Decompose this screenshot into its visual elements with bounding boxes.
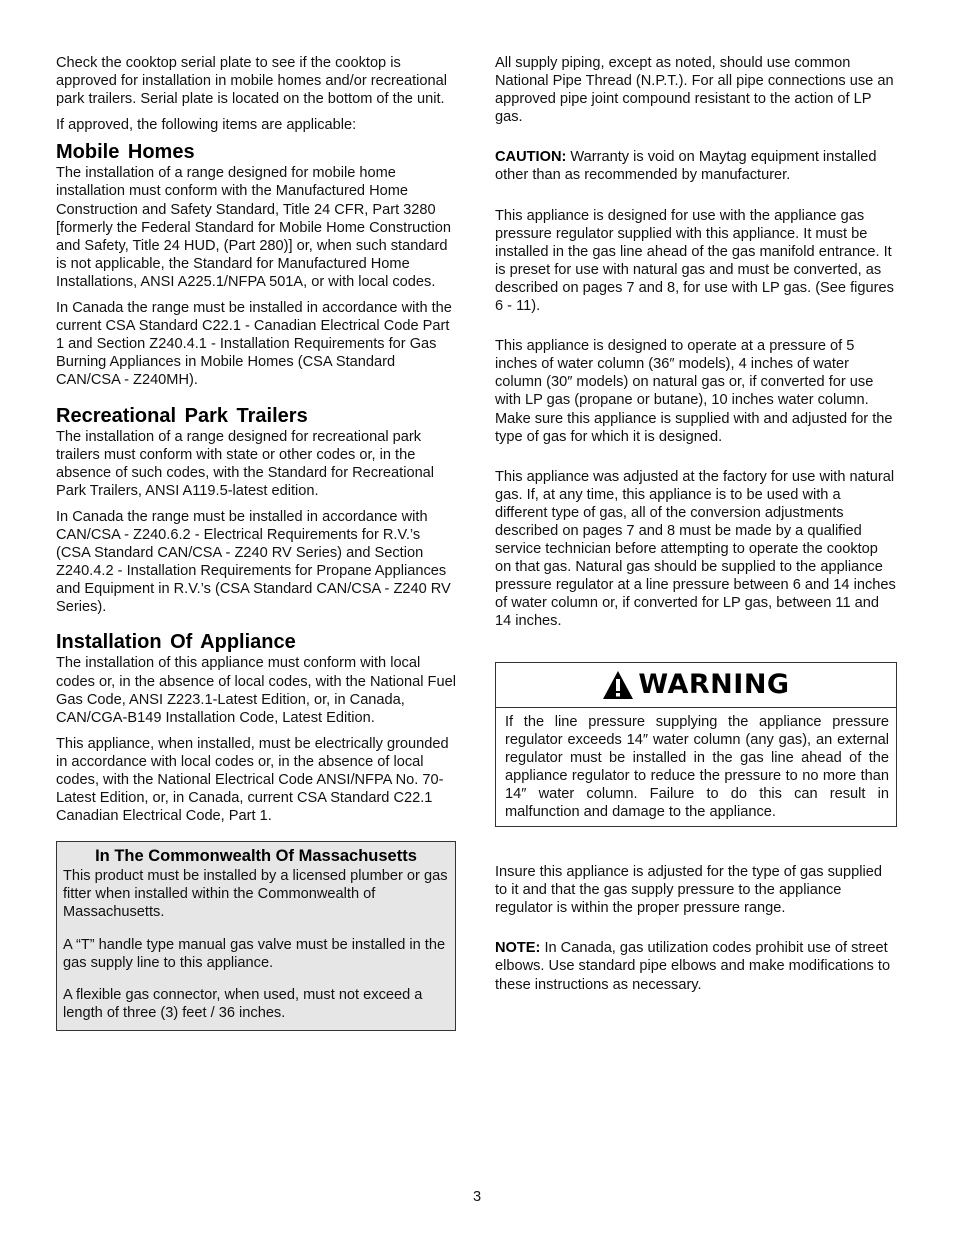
massachusetts-notice-box: [56, 841, 456, 1031]
massachusetts-paragraph-1: This product must be installed by a licensed plumber or gas fitter when installed within the Commonwealth of Massachusetts.: [63, 868, 448, 921]
massachusetts-paragraph-2: A “T” handle type manual gas valve must be installed in the gas supply line to this appliance.: [63, 936, 446, 971]
warning-triangle-icon: [602, 670, 634, 700]
mobile-homes-paragraph-2: In Canada the range must be installed in accordance with the current CSA Standard C22.1 - Canadian Electrical Code Part 1 and Section Z240.4.1 - Installation Requirements for Gas Burning Appliances in Mobile Homes (CSA Standard CAN/CSA - Z240MH).: [56, 300, 452, 389]
mobile-homes-paragraph-1: The installation of a range designed for mobile home installation must conform with the Manufactured Home Construction and Safety Standard, Title 24 CFR, Part 3280 [formerly the Federal Standard for Mobile Home Construction and Safety, Title 24 HUD, (Part 280)] or, when such standard is not applicable, the Standard for Manufactured Home Installations, ANSI A225.1/NFPA 501A, or with local codes.: [56, 165, 452, 290]
note-label: NOTE:: [495, 940, 541, 957]
mobile-homes-heading: Mobile Homes: [56, 141, 195, 164]
operating-pressure-paragraph: This appliance is designed to operate at a pressure of 5 inches of water column (36″ models), 4 inches of water column (30″ models) on natural gas or, if converted for use with LP gas (propane or butane), 10 inches water column. Make sure this appliance is supplied with and adjusted for the type of gas for which it is designed.: [495, 338, 893, 445]
recreational-trailers-paragraph-1: The installation of a range designed for recreational park trailers must conform with state or other codes or, in the absence of such codes, with the Standard for Recreational Park Trailers, ANSI A119.5-latest edition.: [56, 428, 435, 499]
caution-text: Warranty is void on Maytag equipment installed other than as recommended by manufacturer.: [495, 149, 877, 184]
caution-label: CAUTION:: [495, 149, 567, 166]
warning-body: If the line pressure supplying the appliance pressure regulator exceeds 14″ water column (any gas), an external regulator must be installed in the gas line ahead of the appliance regulator to reduce the pressure to no more than 14″ water column. Failure to do this can result in malfunction and damage to the appliance.: [505, 713, 889, 820]
right-column: [495, 54, 897, 994]
page-number: 3: [472, 1189, 482, 1205]
intro-paragraph: Check the cooktop serial plate to see if the cooktop is approved for installation in mobile homes and/or recreational park trailers. Serial plate is located on the bottom of the unit.: [56, 55, 448, 108]
installation-paragraph-2: This appliance, when installed, must be electrically grounded in accordance with local codes or, in the absence of local codes, with the National Electrical Code ANSI/NFPA No. 70-Latest Edition, or, in Canada, current CSA Standard C22.1 Canadian Electrical Code, Part 1.: [56, 735, 449, 825]
warning-header: [496, 663, 896, 708]
applicability-note: If approved, the following items are applicable:: [56, 117, 357, 134]
factory-adjustment-paragraph: This appliance was adjusted at the factory for use with natural gas. If, at any time, this appliance is to be used with a different type of gas, all of the conversion adjustments described on pages 7 and 8 must be made by a qualified service technician before attempting to operate the cooktop on that gas. Natural gas should be supplied to the appliance pressure regulator at a line pressure between 6 and 14 inches of water column or, if converted for LP gas, between 11 and 14 inches.: [495, 468, 896, 630]
left-column: [56, 54, 458, 1031]
caution-paragraph: [495, 148, 897, 184]
installation-paragraph-1: The installation of this appliance must conform with local codes or, in the absence of local codes, with the National Fuel Gas Code, ANSI Z223.1-Latest Edition, or, in Canada, CAN/CGA-B149 Installation Code, Latest Edition.: [56, 655, 456, 726]
warning-box: [495, 662, 897, 828]
note-text: In Canada, gas utilization codes prohibit use of street elbows. Use standard pipe elbows and make modifications to these instructions as necessary.: [495, 940, 891, 993]
regulator-paragraph: This appliance is designed for use with the appliance gas pressure regulator supplied with this appliance. It must be installed in the gas line ahead of the gas manifold entrance. It is preset for use with natural gas and must be converted, as described on pages 7 and 8, for use with LP gas. (See figures 6 - 11).: [495, 207, 894, 315]
warning-title: WARNING: [638, 668, 790, 700]
recreational-trailers-heading: Recreational Park Trailers: [56, 404, 308, 427]
installation-heading: Installation Of Appliance: [56, 631, 296, 654]
massachusetts-paragraph-3: A flexible gas connector, when used, must not exceed a length of three (3) feet / 36 inches.: [63, 986, 423, 1021]
gas-type-paragraph: Insure this appliance is adjusted for the type of gas supplied to it and that the gas supply pressure to the appliance regulator is within the proper pressure range.: [495, 864, 882, 917]
recreational-trailers-paragraph-2: In Canada the range must be installed in accordance with CAN/CSA - Z240.6.2 - Electrical Requirements for R.V.’s (CSA Standard CAN/CSA - Z240 RV Series) and Section Z240.4.2 - Installation Requirements for Propane Appliances and Equipment in R.V.’s (CSA Standard CAN/CSA - Z240 RV Series).: [56, 508, 451, 616]
massachusetts-notice-title: In The Commonwealth Of Massachusetts: [95, 847, 417, 866]
note-paragraph: [495, 939, 897, 993]
supply-piping-paragraph: All supply piping, except as noted, should use common National Pipe Thread (N.P.T.). For all pipe connections use an approved pipe joint compound resistant to the action of LP gas.: [495, 55, 894, 126]
